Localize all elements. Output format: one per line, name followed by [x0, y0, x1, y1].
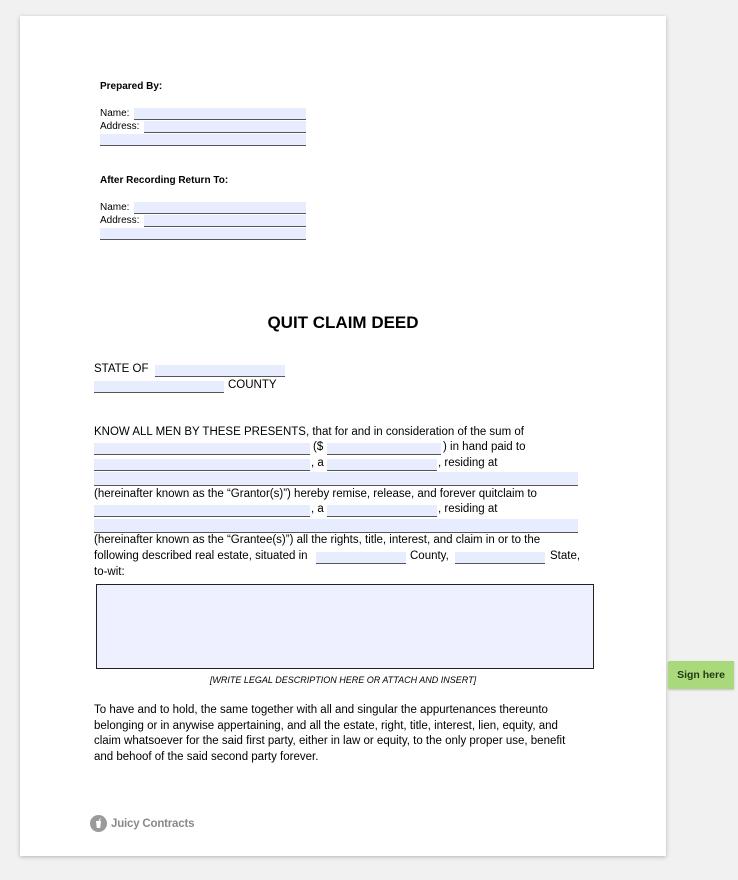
habendum-line-4: and behoof of the said second party forever. [94, 751, 319, 763]
document-page [20, 16, 666, 856]
sign-here-button[interactable]: Sign here [668, 661, 734, 689]
habendum-line-1: To have and to hold, the same together with all and singular the appurtenances thereunto [94, 704, 548, 716]
prepared-by-name-field[interactable] [134, 108, 306, 120]
residing-text-2: , residing at [438, 503, 498, 515]
return-to-address-field-2[interactable] [100, 228, 306, 240]
document-title: QUIT CLAIM DEED [267, 313, 419, 332]
return-to-address-label: Address: [100, 215, 140, 226]
logo-text: Juicy Contracts [111, 817, 195, 830]
consideration-amount-field[interactable] [327, 443, 441, 455]
property-county-field[interactable] [316, 552, 406, 564]
a-text-1: , a [311, 457, 324, 469]
juicy-contracts-logo [90, 815, 194, 832]
residing-text-1: , residing at [438, 457, 498, 469]
return-to-name-field[interactable] [134, 202, 306, 214]
habendum-line-3: claim whatsoever for the said first party, either in law or equity, to the only proper use, benefit [94, 735, 566, 747]
consideration-words-field[interactable] [94, 443, 310, 455]
dollar-open: ($ [313, 441, 324, 453]
grantee-address-field[interactable] [94, 519, 578, 533]
county-label: COUNTY [228, 379, 277, 391]
hand-paid-text: ) in hand paid to [443, 441, 526, 453]
state-label: State, [550, 550, 581, 562]
legal-description-caption: [WRITE LEGAL DESCRIPTION HERE OR ATTACH AND INSERT] [209, 675, 477, 685]
juice-cup-icon [90, 815, 107, 832]
habendum-line-2: belonging or in anywise appertaining, and all the estate, right, title, interest, lien, equity, and [94, 720, 558, 732]
return-to-address-field[interactable] [144, 215, 306, 227]
prepared-by-address-label: Address: [100, 121, 140, 132]
prepared-by-heading: Prepared By: [100, 81, 163, 92]
state-of-label: STATE OF [94, 363, 149, 375]
prepared-by-name-label: Name: [100, 108, 130, 119]
a-text-2: , a [311, 503, 324, 515]
state-field[interactable] [155, 365, 285, 377]
prepared-by-address-field-2[interactable] [100, 134, 306, 146]
grantor-status-field[interactable] [327, 459, 437, 471]
grantor-line: (hereinafter known as the “Grantor(s)”) hereby remise, release, and forever quitclaim to [94, 488, 537, 500]
body-line-1: KNOW ALL MEN BY THESE PRESENTS, that for and in consideration of the sum of [94, 426, 524, 438]
legal-description-field[interactable] [96, 584, 594, 669]
county-field[interactable] [94, 381, 224, 393]
grantee-status-field[interactable] [327, 505, 437, 517]
grantee-line: (hereinafter known as the “Grantee(s)”) all the rights, title, interest, and claim in or to the [94, 534, 541, 546]
grantee-name-field[interactable] [94, 505, 310, 517]
county-label-2: County, [410, 550, 449, 562]
return-to-heading: After Recording Return To: [100, 175, 229, 186]
grantor-name-field[interactable] [94, 459, 310, 471]
grantor-address-field[interactable] [94, 472, 578, 486]
return-to-name-label: Name: [100, 202, 130, 213]
property-state-field[interactable] [455, 552, 545, 564]
prepared-by-address-field[interactable] [144, 121, 306, 133]
described-line-prefix: following described real estate, situated in [94, 550, 308, 562]
to-wit-text: to-wit: [94, 566, 125, 578]
